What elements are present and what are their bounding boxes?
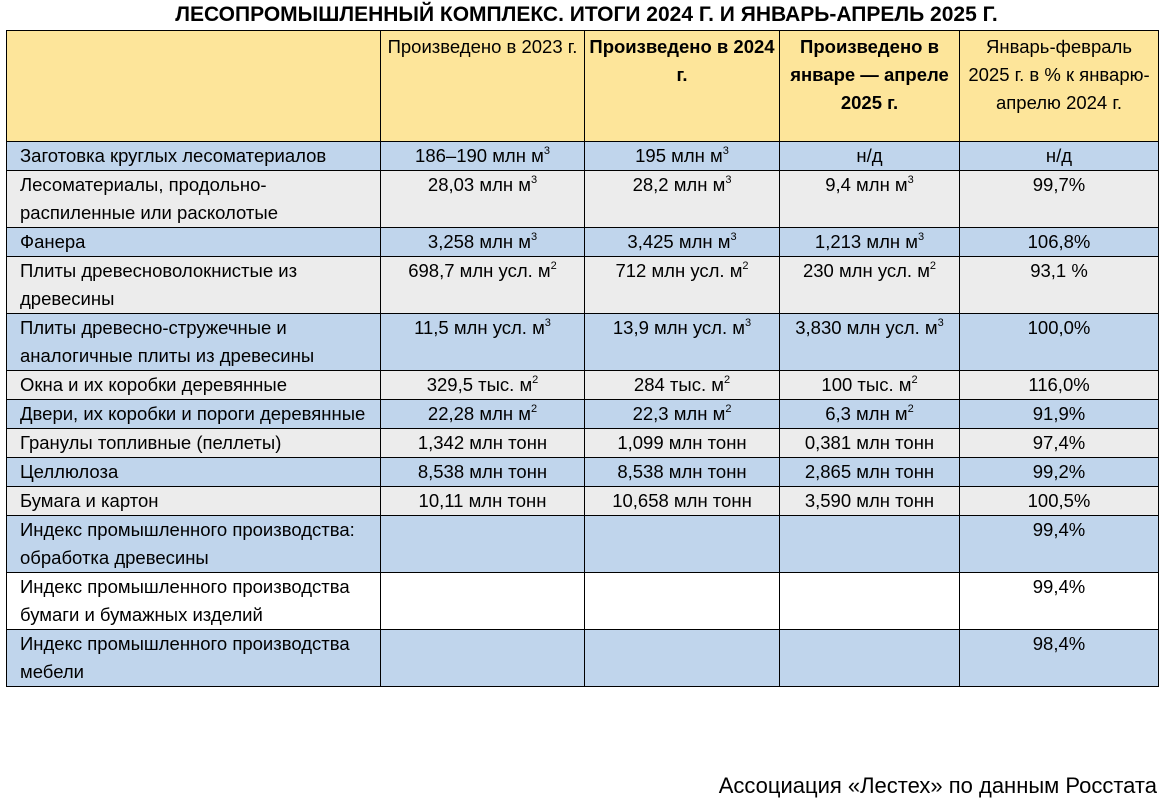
table-header-row [7, 31, 1159, 142]
cell-value: 329,5 тыс. м [426, 374, 533, 395]
row-name: Целлюлоза [7, 458, 381, 487]
table-row [7, 400, 1159, 429]
unit-exponent: 3 [917, 230, 925, 243]
cell-percent: 99,4% [960, 573, 1159, 630]
cell-c3 [780, 400, 960, 429]
cell-c2 [585, 573, 780, 630]
row-name: Индекс промышленного производства бумаги и бумажных изделий [7, 573, 381, 630]
cell-value: 712 млн усл. м [615, 260, 743, 281]
table-row [7, 257, 1159, 314]
cell-value: 22,3 млн м [632, 403, 726, 424]
cell-c1 [381, 314, 585, 371]
cell-value: 1,342 млн тонн [417, 432, 548, 453]
table-row [7, 228, 1159, 257]
unit-exponent: 2 [929, 259, 937, 272]
cell-c1 [381, 573, 585, 630]
cell-c1 [381, 630, 585, 687]
cell-c2 [585, 171, 780, 228]
cell-c3 [780, 257, 960, 314]
cell-c2 [585, 516, 780, 573]
header-percent: Январь-февраль 2025 г. в % к январю-апрелю 2024 г. [960, 31, 1159, 142]
cell-c1 [381, 171, 585, 228]
cell-value: 195 млн м [635, 145, 723, 166]
cell-c3 [780, 142, 960, 171]
cell-value: 22,28 млн м [427, 403, 531, 424]
unit-exponent: 2 [742, 259, 749, 272]
row-name: Фанера [7, 228, 381, 257]
page-title: ЛЕСОПРОМЫШЛЕННЫЙ КОМПЛЕКС. ИТОГИ 2024 Г. И ЯНВАРЬ-АПРЕЛЬ 2025 Г. [175, 3, 998, 26]
cell-percent: 99,7% [960, 171, 1159, 228]
cell-value: 1,099 млн тонн [617, 432, 747, 453]
cell-value: 186–190 млн м [415, 145, 544, 166]
row-name: Лесоматериалы, продольно-распиленные или расколотые [7, 171, 381, 228]
cell-value: 9,4 млн м [825, 174, 908, 195]
cell-c3 [780, 228, 960, 257]
unit-exponent: 3 [907, 173, 914, 186]
unit-exponent: 2 [907, 402, 914, 415]
cell-c3 [780, 516, 960, 573]
cell-c2 [585, 630, 780, 687]
unit-exponent: 3 [937, 316, 944, 329]
table-row [7, 487, 1159, 516]
cell-c3 [780, 314, 960, 371]
cell-value: 1,213 млн м [814, 231, 918, 252]
row-name: Плиты древесно-стружечные и аналогичные плиты из древесины [7, 314, 381, 371]
cell-c2 [585, 314, 780, 371]
cell-c1 [381, 429, 585, 458]
unit-exponent: 3 [730, 230, 737, 243]
cell-percent: н/д [960, 142, 1159, 171]
cell-percent: 99,2% [960, 458, 1159, 487]
cell-percent: 116,0% [960, 371, 1159, 400]
cell-value: 698,7 млн усл. м [408, 260, 551, 281]
row-name: Индекс промышленного производства: обработка древесины [7, 516, 381, 573]
row-name: Двери, их коробки и пороги деревянные [7, 400, 381, 429]
unit-exponent: 2 [532, 373, 539, 386]
cell-c1 [381, 458, 585, 487]
row-name: Гранулы топливные (пеллеты) [7, 429, 381, 458]
cell-percent: 98,4% [960, 630, 1159, 687]
cell-percent: 100,5% [960, 487, 1159, 516]
table-row [7, 573, 1159, 630]
table-row [7, 630, 1159, 687]
table-row [7, 371, 1159, 400]
table-row [7, 171, 1159, 228]
cell-c3 [780, 458, 960, 487]
cell-c2 [585, 458, 780, 487]
cell-c1 [381, 142, 585, 171]
cell-c1 [381, 371, 585, 400]
cell-c3 [780, 171, 960, 228]
unit-exponent: 3 [543, 144, 550, 157]
unit-exponent: 3 [722, 144, 729, 157]
table-row [7, 429, 1159, 458]
source-note: Ассоциация «Лестех» по данным Росстата [718, 773, 1157, 798]
cell-value: 28,03 млн м [427, 174, 531, 195]
cell-c2 [585, 400, 780, 429]
cell-c2 [585, 257, 780, 314]
cell-c3 [780, 429, 960, 458]
row-name: Заготовка круглых лесоматериалов [7, 142, 381, 171]
cell-c2 [585, 142, 780, 171]
cell-value: н/д [856, 145, 883, 166]
header-2023: Произведено в 2023 г. [381, 31, 585, 142]
cell-value: 3,590 млн тонн [804, 490, 935, 511]
cell-c1 [381, 257, 585, 314]
table-row [7, 458, 1159, 487]
cell-c1 [381, 487, 585, 516]
cell-value: 3,425 млн м [627, 231, 731, 252]
cell-c3 [780, 487, 960, 516]
cell-value: 3,258 млн м [427, 231, 531, 252]
header-2024: Произведено в 2024 г. [585, 31, 780, 142]
cell-value: 2,865 млн тонн [804, 461, 935, 482]
cell-c2 [585, 371, 780, 400]
table-row [7, 516, 1159, 573]
unit-exponent: 3 [530, 230, 538, 243]
cell-percent: 100,0% [960, 314, 1159, 371]
cell-percent: 93,1 % [960, 257, 1159, 314]
cell-value: 13,9 млн усл. м [612, 317, 745, 338]
cell-value: 8,538 млн тонн [417, 461, 548, 482]
unit-exponent: 2 [911, 373, 918, 386]
unit-exponent: 2 [725, 402, 732, 415]
unit-exponent: 2 [550, 259, 557, 272]
cell-c3 [780, 371, 960, 400]
header-name [7, 31, 381, 142]
unit-exponent: 3 [530, 173, 538, 186]
cell-c2 [585, 487, 780, 516]
table-row [7, 142, 1159, 171]
cell-percent: 91,9% [960, 400, 1159, 429]
data-table [6, 30, 1159, 687]
cell-value: 8,538 млн тонн [617, 461, 747, 482]
row-name: Плиты древесноволокнистые из древесины [7, 257, 381, 314]
cell-value: 10,658 млн тонн [612, 490, 752, 511]
cell-c2 [585, 429, 780, 458]
row-name: Индекс промышленного производства мебели [7, 630, 381, 687]
cell-value: 3,830 млн усл. м [795, 317, 938, 338]
cell-value: 11,5 млн усл. м [414, 317, 545, 338]
cell-c1 [381, 516, 585, 573]
cell-value: 230 млн усл. м [802, 260, 930, 281]
cell-c3 [780, 573, 960, 630]
cell-percent: 99,4% [960, 516, 1159, 573]
cell-value: 284 тыс. м [633, 374, 724, 395]
cell-value: 100 тыс. м [821, 374, 912, 395]
cell-percent: 97,4% [960, 429, 1159, 458]
row-name: Окна и их коробки деревянные [7, 371, 381, 400]
unit-exponent: 2 [530, 402, 538, 415]
unit-exponent: 3 [744, 316, 752, 329]
cell-value: 0,381 млн тонн [804, 432, 935, 453]
cell-c1 [381, 228, 585, 257]
unit-exponent: 3 [725, 173, 732, 186]
table-row [7, 314, 1159, 371]
cell-value: 28,2 млн м [632, 174, 726, 195]
header-jan-apr-2025: Произведено в январе — апреле 2025 г. [780, 31, 960, 142]
unit-exponent: 3 [544, 316, 551, 329]
cell-c1 [381, 400, 585, 429]
cell-value: 6,3 млн м [825, 403, 908, 424]
row-name: Бумага и картон [7, 487, 381, 516]
cell-value: 10,11 млн тонн [418, 490, 547, 511]
cell-c2 [585, 228, 780, 257]
cell-percent: 106,8% [960, 228, 1159, 257]
unit-exponent: 2 [723, 373, 731, 386]
cell-c3 [780, 630, 960, 687]
